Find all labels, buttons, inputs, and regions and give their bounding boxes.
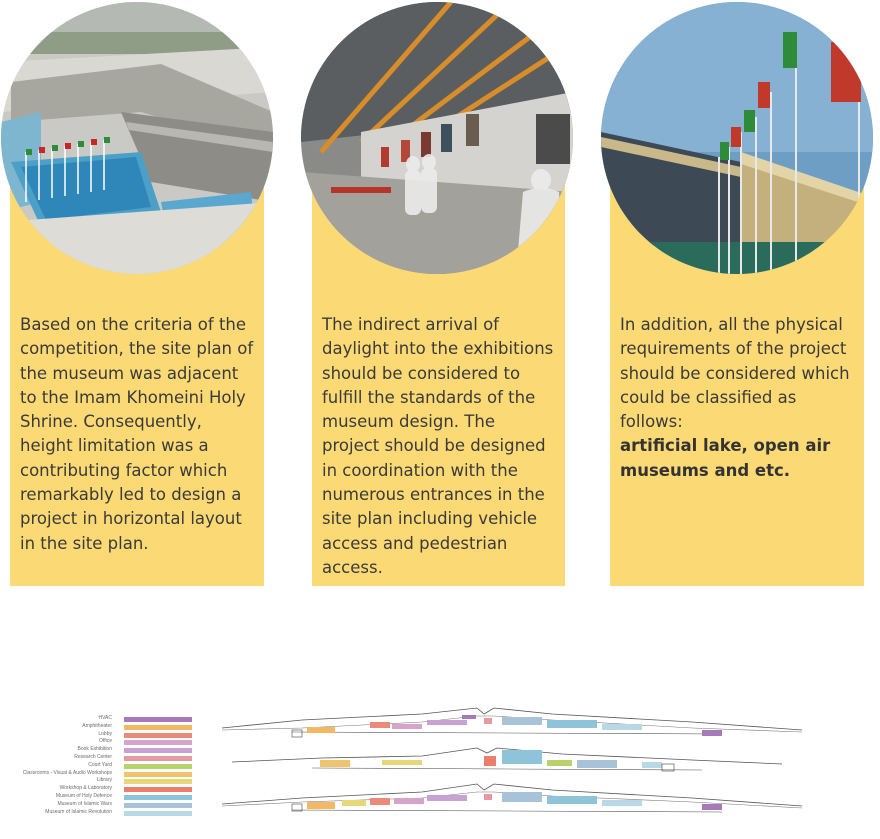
legend-item: Museum of Holy Defence bbox=[14, 795, 194, 801]
legend-item: Library bbox=[14, 779, 194, 785]
legend-item: Research Center bbox=[14, 756, 194, 762]
legend-item: HVAC bbox=[14, 717, 194, 723]
card-paragraph: The indirect arrival of daylight into the exhibitions should be considered to fulfill the standards of the museum design. The project should be designed in coordination with the numerous entrances in the site plan including vehicle access and pedestrian access. bbox=[322, 315, 554, 577]
card-text bbox=[20, 313, 256, 556]
legend-item: Lobby bbox=[14, 733, 194, 739]
section-a bbox=[222, 708, 802, 737]
legend-item: Museum of Islamic Wars bbox=[14, 803, 194, 809]
site-plan-aerial-photo bbox=[1, 2, 273, 274]
section-c bbox=[222, 784, 802, 812]
legend-item: Museum of Islamic Revolution bbox=[14, 811, 194, 817]
card-paragraph: In addition, all the physical requirements of the project should be considered which could be classified as follows: bbox=[620, 315, 850, 432]
card-text bbox=[322, 313, 557, 580]
card-paragraph: Based on the criteria of the competition, the site plan of the museum was adjacent to the Imam Khomeini Holy Shrine. Consequently, height limitation was a contributing factor which remarkably led to design a project in horizontal layout in the site plan. bbox=[20, 315, 254, 553]
exhibition-interior-photo bbox=[301, 2, 573, 274]
section-b bbox=[232, 748, 782, 771]
building-facade-photo bbox=[601, 2, 873, 274]
legend-item: Book Exhibition bbox=[14, 748, 194, 754]
legend-item: Workshop & Laboratory bbox=[14, 787, 194, 793]
building-sections-diagram bbox=[222, 700, 808, 820]
legend-item: Office bbox=[14, 740, 194, 746]
legend-item: Amphitheater bbox=[14, 725, 194, 731]
card-text bbox=[620, 313, 856, 483]
card-bold-text: artificial lake, open air museums and etc. bbox=[620, 436, 831, 480]
legend-item: Classrooms - Visual & Audio Workshops bbox=[14, 772, 194, 778]
legend-item: Court Yard bbox=[14, 764, 194, 770]
